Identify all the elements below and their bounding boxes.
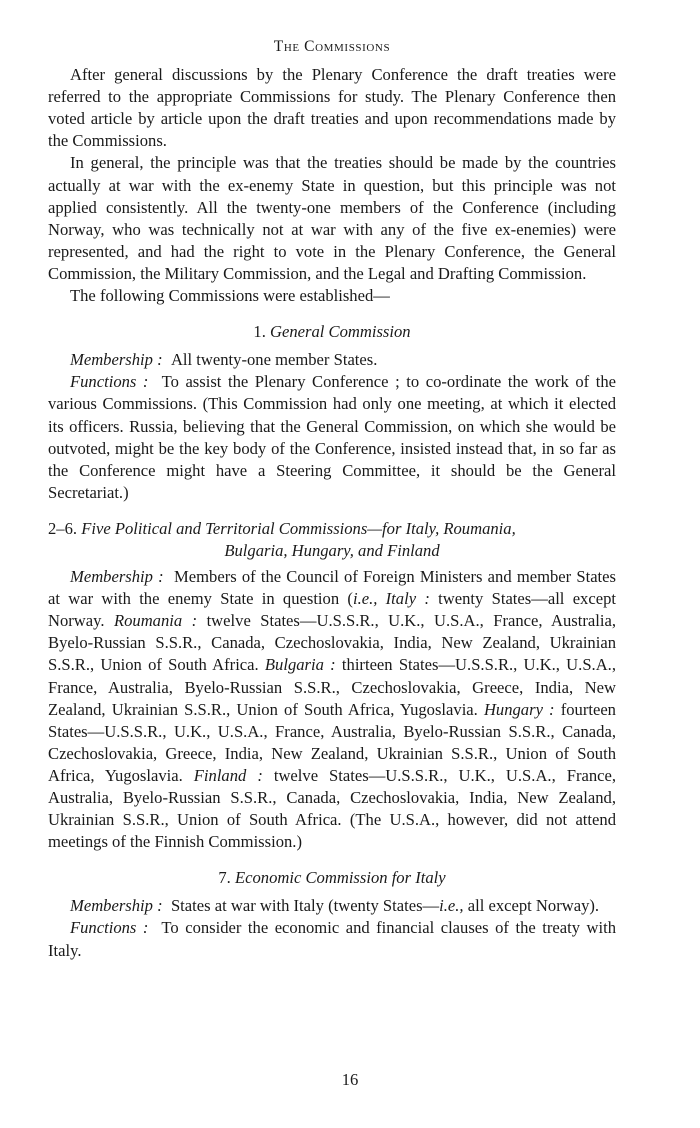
political-membership bbox=[48, 566, 616, 853]
economic-commission-title: Economic Commission for Italy bbox=[234, 868, 446, 888]
page-number: 16 bbox=[341, 1070, 359, 1089]
general-functions-label: Functions : bbox=[70, 372, 149, 392]
general-membership-label: Membership : bbox=[70, 350, 163, 370]
intro-paragraph-3: The following Commissions were established— bbox=[70, 286, 390, 306]
general-commission-title: General Commission bbox=[270, 322, 411, 342]
general-functions-text: To assist the Plenary Conference ; to co-ordinate the work of the various Commissions. (This Commission had only one meeting, at which it elected its officers. Russia, believing that the General Commission, on which she would be outvoted, might be the key body of the Conference, insisted instead that, in so far as the Conference might have a Steering Committee, it should be the General Secretariat.) bbox=[48, 372, 617, 502]
economic-membership-text-1: States at war with Italy (twenty States— bbox=[170, 896, 440, 916]
roumania-text: twelve States—U.S.S.R., U.K., U.S.A., France, Australia, Byelo-Russian S.S.R., Canada, Czechoslovakia, India, New Zealand, Ukrainian S.S.R., Union of South Africa. bbox=[48, 611, 616, 675]
economic-membership bbox=[48, 895, 616, 917]
hungary-label: Hungary : bbox=[483, 699, 555, 719]
document-page bbox=[48, 36, 616, 962]
political-membership-label: Membership : bbox=[70, 567, 164, 587]
bulgaria-label: Bulgaria : bbox=[264, 655, 336, 675]
general-commission-number: 1. bbox=[253, 322, 266, 342]
roumania-label: Roumania : bbox=[113, 611, 198, 631]
political-membership-text-1: Members of the Council of Foreign Ministers and member States at war with the enemy State in question ( bbox=[48, 567, 616, 609]
economic-functions-text: To consider the economic and financial clauses of the treaty with Italy. bbox=[48, 918, 617, 960]
economic-functions bbox=[48, 917, 616, 961]
economic-ie: i.e., bbox=[439, 896, 464, 916]
political-commissions-number: 2–6. bbox=[48, 518, 78, 538]
general-membership bbox=[48, 349, 616, 371]
hungary-text: fourteen States—U.S.S.R., U.K., U.S.A., France, Australia, Byelo-Russian S.S.R., Canada, Czechoslovakia, Greece, India, New Zealand, Ukrainian S.S.R., Union of South Africa, Yugoslavia. bbox=[48, 699, 616, 785]
economic-commission-number: 7. bbox=[218, 868, 231, 888]
economic-commission-heading bbox=[48, 867, 616, 889]
political-commissions-heading bbox=[48, 518, 616, 562]
general-functions bbox=[48, 371, 616, 504]
finland-label: Finland : bbox=[193, 765, 263, 785]
general-commission-heading bbox=[48, 321, 616, 343]
economic-membership-label: Membership : bbox=[70, 896, 163, 916]
political-membership-text-2: twenty States—all except Norway. bbox=[48, 589, 616, 631]
intro-paragraph-1: After general discussions by the Plenary Conference the draft treaties were referred to the appropriate Commissions for study. The Plenary Conference then voted article by article upon the draft treaties and upon recommendations made by the Commissions. bbox=[48, 65, 616, 151]
political-commissions-title-line1: Five Political and Territorial Commissions—for Italy, Roumania, bbox=[81, 518, 516, 538]
economic-membership-text-2: all except Norway). bbox=[463, 896, 600, 916]
political-ie-italy: i.e., Italy : bbox=[352, 589, 430, 609]
finland-text: twelve States—U.S.S.R., U.K., U.S.A., France, Australia, Byelo-Russian S.S.R., Canada, Czechoslovakia, India, New Zealand, Ukrainian S.S.R., Union of South Africa. (The U.S.A., however, did not attend meetings of the Finnish Commission.) bbox=[48, 765, 617, 852]
intro-paragraph-2: In general, the principle was that the treaties should be made by the countries actually at war with the ex-enemy State in question, but this principle was not applied consistently. All the twenty-one members of the Conference (including Norway, who was technically not at war with any of the five ex-enemies) were represented, and had the right to vote in the Plenary Conference, the General Commission, the Military Commission, and the Legal and Drafting Commission. bbox=[48, 153, 616, 283]
economic-functions-label: Functions : bbox=[70, 918, 149, 938]
political-commissions-title-line2: Bulgaria, Hungary, and Finland bbox=[224, 540, 440, 560]
bulgaria-text: thirteen States—U.S.S.R., U.K., U.S.A., France, Australia, Byelo-Russian S.S.R., Czechoslovakia, Greece, India, New Zealand, Ukrainian S.S.R., Union of South Africa, Yugoslavia. bbox=[48, 655, 616, 719]
general-membership-text: All twenty-one member States. bbox=[170, 350, 378, 370]
running-head: The Commissions bbox=[273, 38, 391, 55]
